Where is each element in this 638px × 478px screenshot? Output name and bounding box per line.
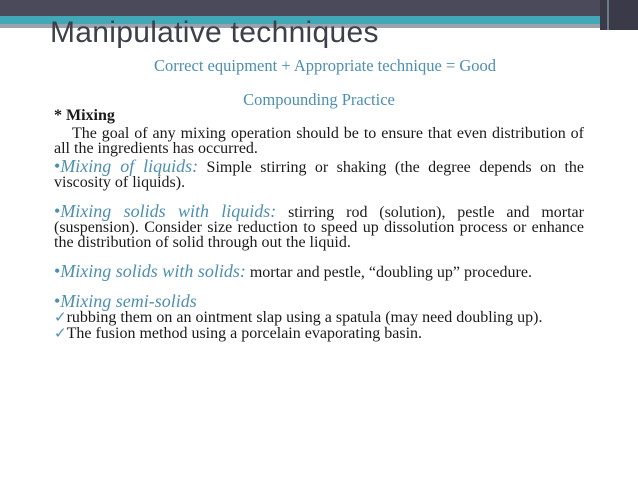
check-item [54, 310, 584, 326]
item-title: Mixing semi-solids [60, 291, 197, 311]
check-item [54, 326, 584, 342]
item-text: stirring rod (solution), pestle and mortar (suspension). Consider size reduction to speed up dissolution process or enhance the distribution of solid through out the liquid. [54, 204, 584, 251]
slide-body [54, 108, 584, 342]
list-item [54, 261, 584, 281]
header-band-accent-line [607, 0, 609, 30]
check-item-text: The fusion method using a porcelain evaporating basin. [66, 325, 423, 342]
bullet-icon: • [54, 261, 61, 281]
checkmark-icon: ✓ [54, 310, 67, 326]
item-text: Simple stirring or shaking (the degree depends on the viscosity of liquids). [54, 159, 585, 191]
header-band-dark [0, 0, 638, 16]
check-item-text: rubbing them on an ointment slap using a spatula (may need doubling up). [66, 309, 543, 326]
bullet-icon: • [54, 291, 61, 311]
item-title: Mixing solids with liquids: [60, 201, 277, 221]
list-item [54, 201, 584, 251]
bullet-icon: • [54, 201, 61, 221]
intro-paragraph: The goal of any mixing operation should be to ensure that even distribution of all the ingredients has occurred. [54, 125, 584, 157]
item-text: mortar and pestle, “doubling up” procedure. [245, 264, 532, 281]
list-item [54, 291, 584, 311]
checkmark-icon: ✓ [54, 326, 67, 342]
section-heading: * Mixing [54, 107, 115, 124]
slide-subtitle-2: Compounding Practice [243, 90, 395, 109]
item-title: Mixing solids with solids: [60, 261, 246, 281]
item-title: Mixing of liquids: [60, 156, 199, 176]
list-item [54, 156, 585, 191]
slide-title: Manipulative techniques [50, 16, 379, 49]
bullet-icon: • [54, 156, 61, 176]
header-band-accent [600, 0, 638, 30]
slide-subtitle: Correct equipment + Appropriate technique = Good [153, 56, 497, 75]
